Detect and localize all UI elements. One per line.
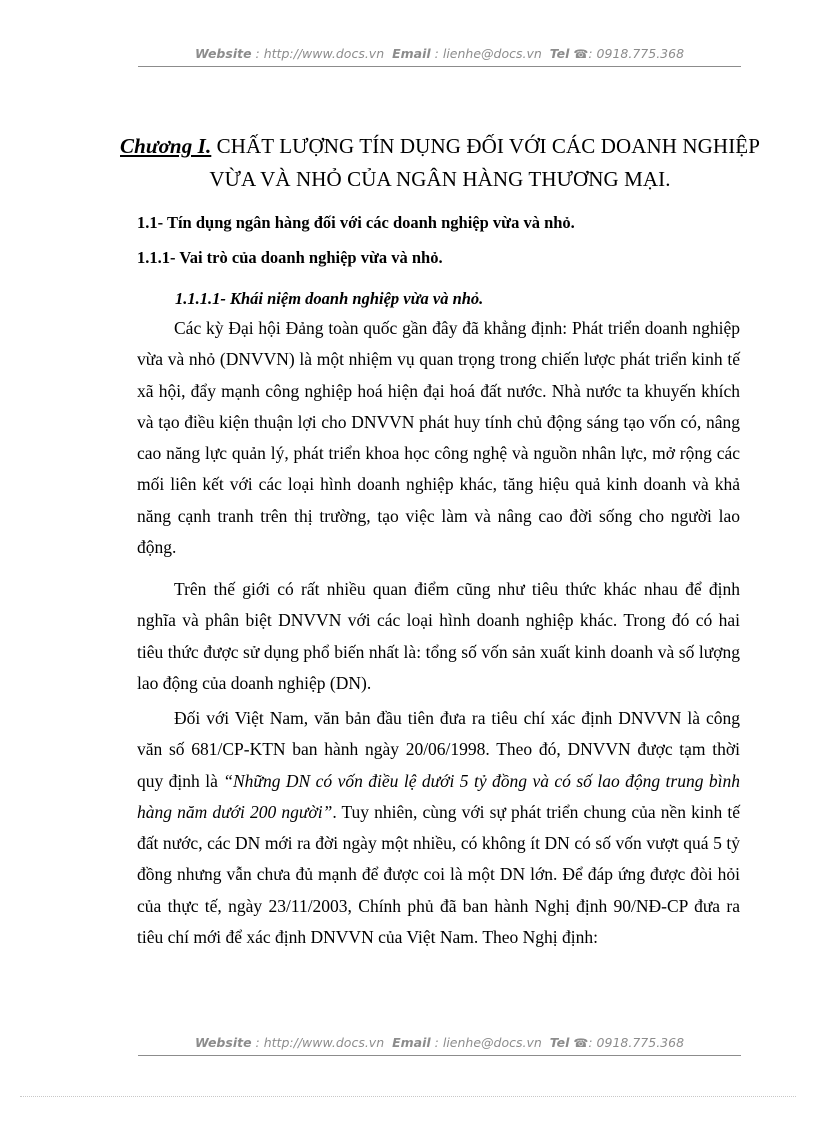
chapter-label: Chương I. [120, 134, 212, 158]
header-tel-label: Tel [549, 46, 570, 61]
paragraph-3-part-b: . Tuy nhiên, cùng với sự phát triển chung của nền kinh tế đất nước, các DN mới ra đời ngày một nhiều, có không ít DN có số vốn vượt quá 5 tỷ đồng nhưng vẫn chưa đủ mạnh để được coi là một DN lớn. Để đáp ứng được đòi hỏi của thực tế, ngày 23/11/2003, Chính phủ đã ban hành Nghị định 90/NĐ-CP đưa ra tiêu chí mới để xác định DNVVN của Việt Nam. Theo Nghị định: [137, 801, 740, 948]
header-website-link[interactable]: : http://www.docs.vn [255, 46, 385, 61]
footer-tel-label: Tel [549, 1035, 570, 1050]
footer-website-link[interactable]: : http://www.docs.vn [255, 1035, 385, 1050]
page-header [138, 46, 741, 67]
footer-tel-value: : 0918.775.368 [588, 1035, 685, 1050]
paragraph-3 [137, 703, 740, 953]
footer-email-link[interactable]: : lienhe@docs.vn [434, 1035, 542, 1050]
header-email-link[interactable]: : lienhe@docs.vn [434, 46, 542, 61]
heading-1-1: 1.1- Tín dụng ngân hàng đối với các doanh nghiệp vừa và nhỏ. [137, 213, 575, 232]
footer-website-label: Website [194, 1035, 252, 1050]
paragraph-3-quote: “Những DN có vốn điều lệ dưới 5 tỷ đồng và có số lao động trung bình hàng năm dưới 200 người” [137, 770, 741, 822]
paragraph-3-part-a: Đối với Việt Nam, văn bản đầu tiên đưa ra tiêu chí xác định DNVVN là công văn số 681/CP-KTN ban hành ngày 20/06/1998. Theo đó, DNVVN được tạm thời quy định là [137, 708, 740, 791]
page-bottom-dotted-rule [20, 1096, 796, 1097]
header-website-label: Website [194, 46, 252, 61]
footer-email-label: Email [392, 1035, 431, 1050]
header-tel-value: : 0918.775.368 [588, 46, 685, 61]
heading-1-1-1: 1.1.1- Vai trò của doanh nghiệp vừa và nhỏ. [137, 248, 443, 267]
header-email-label: Email [392, 46, 431, 61]
paragraph-1: Các kỳ Đại hội Đảng toàn quốc gần đây đã khẳng định: Phát triển doanh nghiệp vừa và nhỏ (DNVVN) là một nhiệm vụ quan trọng trong chiến lược phát triển kinh tế xã hội, đẩy mạnh công nghiệp hoá hiện đại hoá đất nước. Nhà nước ta khuyến khích và tạo điều kiện thuận lợi cho DNVVN phát huy tính chủ động sáng tạo vốn có, nâng cao năng lực quản lý, phát triển khoa học công nghệ và nguồn nhân lực, mở rộng các mối liên kết với các loại hình doanh nghiệp khác, tăng hiệu quả kinh doanh và khả năng cạnh tranh trên thị trường, tạo việc làm và nâng cao đời sống cho người lao động. [137, 318, 740, 558]
telephone-icon: ☎ [573, 47, 589, 61]
chapter-title-text: CHẤT LƯỢNG TÍN DỤNG ĐỐI VỚI CÁC DOANH NGHIỆP VỪA VÀ NHỎ CỦA NGÂN HÀNG THƯƠNG MẠI. [209, 134, 761, 191]
heading-1-1-1-1: 1.1.1.1- Khái niệm doanh nghiệp vừa và nhỏ. [175, 289, 484, 308]
telephone-icon: ☎ [573, 1036, 589, 1050]
page-footer [138, 1035, 741, 1056]
chapter-title [120, 130, 760, 196]
paragraph-2: Trên thế giới có rất nhiều quan điểm cũng như tiêu thức khác nhau để định nghĩa và phân biệt DNVVN với các loại hình doanh nghiệp khác. Trong đó có hai tiêu thức được sử dụng phổ biến nhất là: tổng số vốn sản xuất kinh doanh và số lượng lao động của doanh nghiệp (DN). [137, 579, 740, 693]
